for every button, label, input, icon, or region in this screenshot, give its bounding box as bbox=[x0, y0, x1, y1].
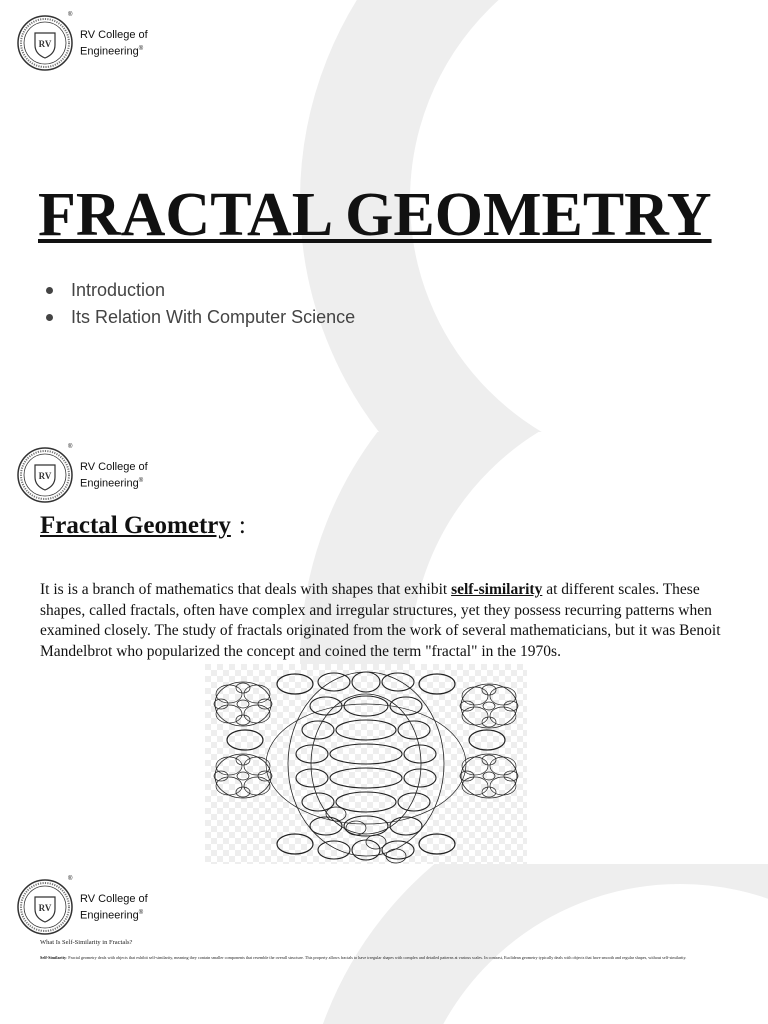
bullet-icon bbox=[46, 287, 53, 294]
logo-reg-small: ® bbox=[138, 909, 144, 916]
seal-text: RV bbox=[38, 903, 52, 913]
seal-text: RV bbox=[38, 39, 52, 49]
heading-colon: : bbox=[238, 512, 246, 539]
logo-line1: RV College of bbox=[80, 460, 148, 473]
para-text-after: at different scales. These shapes, called fractals, often have complex and irregular structures, yet they possess recurring patterns when examined closely. The study of fractals originated from the work of several mathematicians, but it was Benoit Mandelbrot who popularized the concept and coined the term "fractal" in the 1970s. bbox=[40, 581, 721, 660]
agenda-list bbox=[46, 277, 355, 331]
college-seal-icon bbox=[16, 878, 74, 936]
slide-self-similarity bbox=[0, 864, 768, 1024]
term-label: Self-Similarity bbox=[40, 955, 67, 960]
para-text-before: It is is a branch of mathematics that deals with shapes that exhibit bbox=[40, 581, 452, 598]
slide-definition bbox=[0, 432, 768, 864]
para-text: : Fractal geometry deals with objects that exhibit self-similarity, meaning they contain smaller components that resemble the overall structure. This property allows fractals to have irregular shapes with complex and detailed patterns at various scales. In contrast, Euclidean geometry typically deals with objects that have smooth and regular shapes, without self-similarity. bbox=[66, 955, 687, 960]
college-seal-icon bbox=[16, 14, 74, 72]
self-similarity-paragraph bbox=[40, 955, 740, 961]
registered-mark: ® bbox=[68, 444, 73, 450]
section-heading: What Is Self-Similarity in Fractals? bbox=[40, 939, 133, 946]
logo-line2: Engineering bbox=[80, 45, 139, 58]
seal-text: RV bbox=[38, 471, 52, 481]
para-keyword: self-similarity bbox=[451, 581, 543, 598]
agenda-item-label: Introduction bbox=[71, 280, 166, 300]
college-logo bbox=[16, 878, 148, 936]
logo-reg-small: ® bbox=[138, 45, 144, 52]
logo-line2: Engineering bbox=[80, 477, 139, 490]
logo-line1: RV College of bbox=[80, 892, 148, 905]
section-heading bbox=[40, 512, 246, 540]
registered-mark: ® bbox=[68, 12, 73, 18]
college-logo bbox=[16, 446, 148, 504]
bullet-icon bbox=[46, 314, 53, 321]
section-heading-text: Fractal Geometry bbox=[40, 512, 231, 539]
logo-line2: Engineering bbox=[80, 909, 139, 922]
background-arc bbox=[300, 864, 768, 1024]
slide-title bbox=[0, 0, 768, 432]
registered-mark: ® bbox=[68, 876, 73, 882]
fractal-illustration bbox=[205, 664, 527, 864]
agenda-item-label: Its Relation With Computer Science bbox=[71, 307, 356, 327]
agenda-item bbox=[46, 277, 355, 304]
logo-line1: RV College of bbox=[80, 28, 148, 41]
definition-paragraph bbox=[40, 580, 740, 662]
college-logo bbox=[16, 14, 148, 72]
agenda-item bbox=[46, 304, 355, 331]
page-title: FRACTAL GEOMETRY bbox=[38, 181, 712, 249]
logo-reg-small: ® bbox=[138, 477, 144, 484]
college-seal-icon bbox=[16, 446, 74, 504]
